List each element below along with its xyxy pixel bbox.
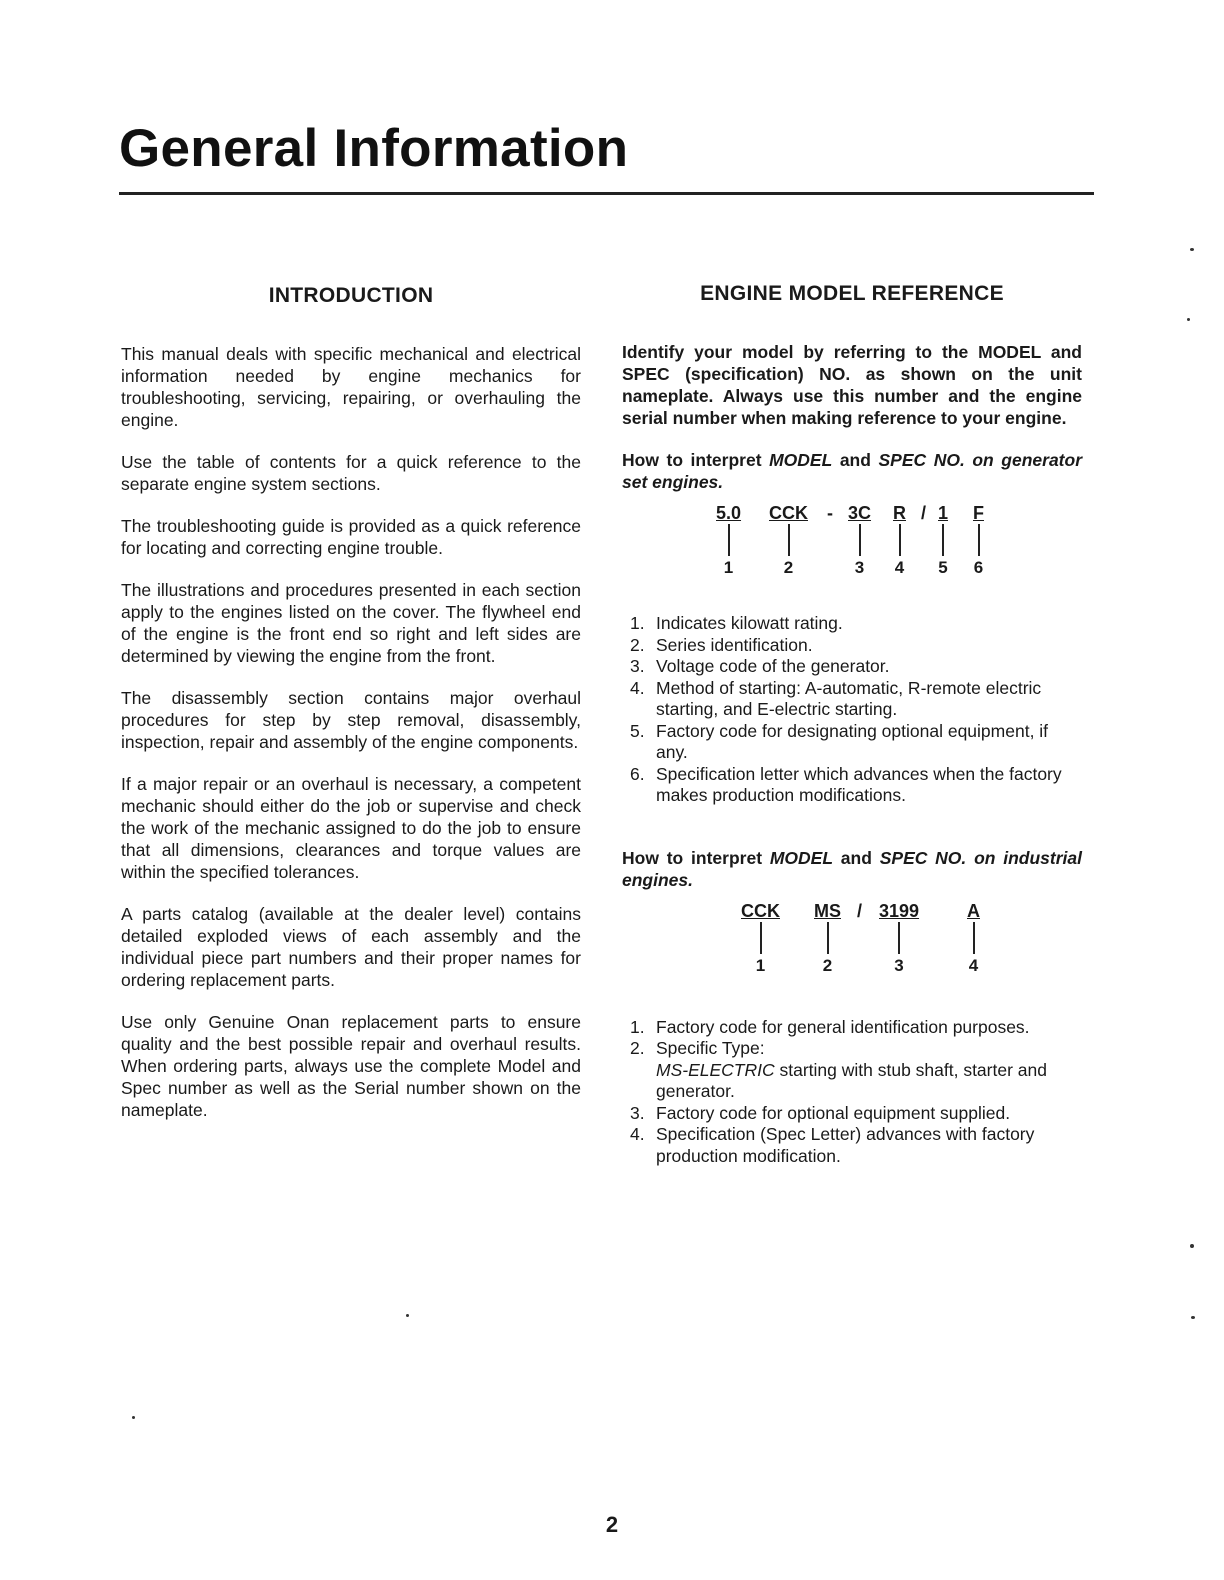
- intro-paragraph: The illustrations and procedures presented in each section apply to the engines listed on the cover. The flywheel end of the engine is the front end so right and left sides are determined by viewing the engine from the front.: [121, 580, 581, 666]
- intro-paragraph: A parts catalog (available at the dealer level) contains detailed exploded views of each assembly and the individual piece part numbers and their proper names for ordering replacement parts.: [121, 904, 581, 990]
- diagram-part: [967, 901, 980, 976]
- engine-model-intro: Identify your model by referring to the MODEL and SPEC (specification) NO. as shown on the unit nameplate. Always use this number and the engine serial number when making reference to your engine.: [622, 342, 1082, 428]
- diagram-separator: -: [827, 503, 833, 523]
- industrial-legend-list: [622, 1017, 1082, 1168]
- diagram-separator: /: [921, 503, 927, 523]
- diagram-stem: [760, 922, 762, 954]
- diagram-part: [938, 503, 948, 578]
- diagram-number: 2: [783, 558, 794, 577]
- diagram-part: [814, 901, 841, 976]
- diagram-code: CCK: [769, 503, 808, 523]
- diagram-part: [973, 503, 984, 578]
- diagram-stem: [788, 524, 790, 556]
- list-item: 1. Indicates kilowatt rating.: [630, 613, 843, 633]
- page-number: 2: [605, 1512, 619, 1537]
- list-item: 3. Voltage code of the generator.: [630, 656, 890, 676]
- engine-model-reference-section: [622, 282, 1082, 1207]
- diagram-stem: [827, 922, 829, 954]
- diagram-separator: /: [857, 900, 863, 921]
- introduction-section: [121, 284, 581, 1141]
- list-item: 2. Specific Type: MS-ELECTRIC starting with stub shaft, starter and generator.: [630, 1038, 1047, 1101]
- scan-speck: [1187, 318, 1190, 321]
- title-rule: [119, 192, 1094, 195]
- diagram-code: 3199: [879, 900, 920, 921]
- list-item: 6. Specification letter which advances when the factory makes production modifications.: [630, 763, 1062, 805]
- diagram-stem: [942, 524, 944, 556]
- diagram-part: [893, 503, 906, 578]
- scan-speck: [406, 1314, 409, 1317]
- diagram-part: [848, 503, 871, 578]
- diagram-code: A: [967, 900, 980, 921]
- diagram-code: CCK: [741, 900, 780, 921]
- diagram-part: [716, 503, 741, 578]
- diagram-number: 3: [894, 955, 904, 975]
- scan-speck: [1191, 1316, 1195, 1319]
- diagram-code: R: [893, 503, 906, 523]
- engine-model-heading: ENGINE MODEL REFERENCE: [700, 282, 1004, 305]
- industrial-caption: How to interpret MODEL and SPEC NO. on industrial engines.: [622, 847, 1082, 890]
- diagram-stem: [899, 524, 901, 556]
- intro-paragraph: This manual deals with specific mechanical and electrical information needed by engine mechanics for troubleshooting, servicing, repairing, or overhauling the engine.: [121, 344, 581, 430]
- industrial-model-diagram: [622, 901, 1082, 987]
- scan-speck: [1190, 1244, 1194, 1248]
- list-item: 1. Factory code for general identification purposes.: [630, 1016, 1030, 1037]
- scan-speck: [132, 1416, 135, 1419]
- intro-paragraph: The troubleshooting guide is provided as a quick reference for locating and correcting engine trouble.: [121, 516, 581, 558]
- diagram-number: 1: [755, 955, 766, 975]
- diagram-number: 6: [973, 558, 984, 577]
- intro-paragraph: Use only Genuine Onan replacement parts to ensure quality and the best possible repair and overhaul results. When ordering parts, always use the complete Model and Spec number as well as the Serial number shown on the nameplate.: [121, 1012, 581, 1120]
- intro-paragraph: If a major repair or an overhaul is necessary, a competent mechanic should either do the job or supervise and check the work of the mechanic assigned to do the job to ensure that all dimensions, clearances and torque values are within the specified tolerances.: [121, 774, 581, 882]
- page-title: General Information: [119, 119, 629, 178]
- diagram-stem: [859, 524, 861, 556]
- diagram-number: 5: [938, 558, 948, 577]
- diagram-part: [769, 503, 808, 578]
- diagram-number: 3: [854, 558, 865, 577]
- diagram-number: 2: [822, 955, 833, 975]
- list-item: 5. Factory code for designating optional equipment, if any.: [630, 720, 1049, 762]
- diagram-code: MS: [814, 900, 841, 921]
- list-item: 2. Series identification.: [630, 634, 813, 655]
- diagram-number: 4: [968, 955, 979, 975]
- list-item: 3. Factory code for optional equipment supplied.: [630, 1102, 1011, 1123]
- diagram-code: F: [973, 503, 984, 523]
- list-item: 4. Specification (Spec Letter) advances with factory production modification.: [630, 1124, 1035, 1166]
- diagram-code: 3C: [848, 503, 872, 523]
- diagram-number: 4: [894, 558, 905, 577]
- diagram-stem: [973, 922, 975, 954]
- generator-legend-list: [622, 613, 1082, 807]
- diagram-stem: [898, 922, 900, 954]
- generator-caption: How to interpret MODEL and SPEC NO. on generator set engines.: [622, 450, 1082, 492]
- diagram-code: 5.0: [716, 503, 742, 523]
- intro-paragraph: The disassembly section contains major overhaul procedures for step by step removal, disassembly, inspection, repair and assembly of the engine components.: [121, 688, 581, 752]
- diagram-code: 1: [938, 503, 949, 523]
- diagram-stem: [978, 524, 980, 556]
- diagram-stem: [728, 524, 730, 556]
- intro-paragraph: Use the table of contents for a quick reference to the separate engine system sections.: [121, 452, 581, 494]
- diagram-part: [741, 901, 780, 976]
- introduction-heading: INTRODUCTION: [268, 284, 434, 307]
- diagram-number: 1: [723, 558, 734, 577]
- generator-model-diagram: [622, 503, 1082, 589]
- list-item: 4. Method of starting: A-automatic, R-remote electric starting, and E-electric starting.: [630, 677, 1042, 719]
- scan-speck: [1190, 248, 1194, 251]
- diagram-part: [879, 901, 919, 976]
